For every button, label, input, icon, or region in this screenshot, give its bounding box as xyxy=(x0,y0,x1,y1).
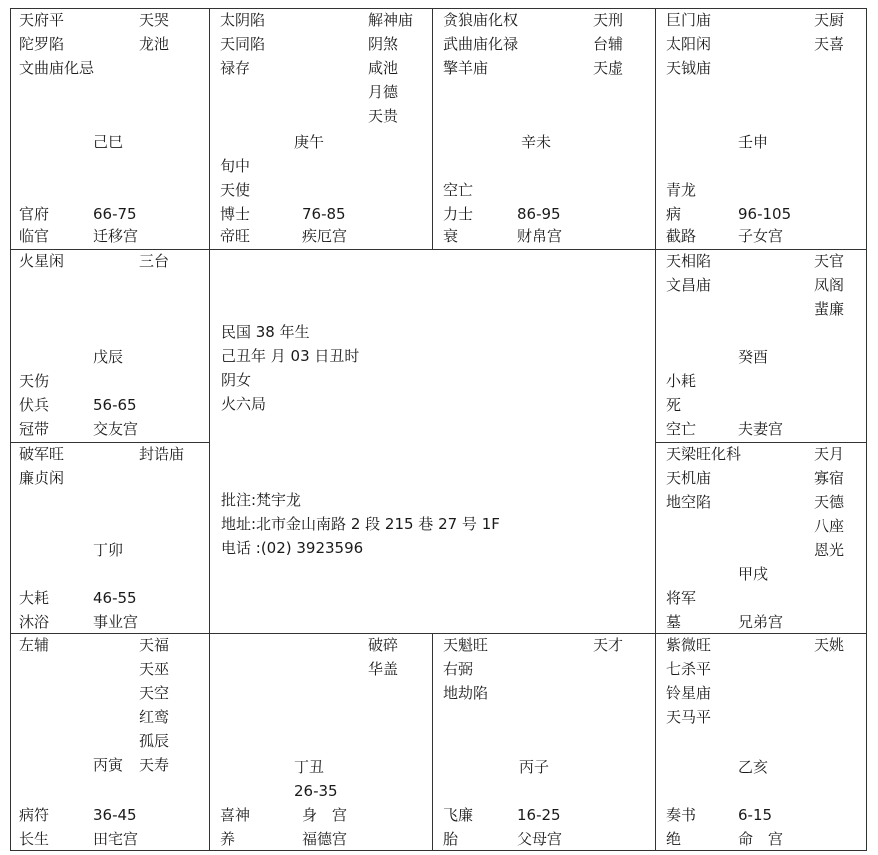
palace-name: 父母宫 xyxy=(517,830,563,848)
star-right: 天月 xyxy=(814,445,845,463)
ganzhi: 壬申 xyxy=(738,133,769,151)
star-left: 文曲庙化忌 xyxy=(19,59,95,77)
palace-hai xyxy=(655,633,867,851)
star-right: 咸池 xyxy=(368,59,399,77)
ganzhi: 丁卯 xyxy=(93,541,124,559)
star-left: 天梁旺化科 xyxy=(666,445,742,463)
god: 博士 xyxy=(220,205,251,223)
palace-name: 子女宫 xyxy=(738,227,784,245)
star-left: 巨门庙 xyxy=(666,11,712,29)
star-left: 陀罗陷 xyxy=(19,35,65,53)
star-left: 右弼 xyxy=(443,660,474,678)
stage: 墓 xyxy=(666,613,682,631)
god: 天伤 xyxy=(19,372,50,390)
star-right: 蜚廉 xyxy=(814,300,845,318)
age-range: 86-95 xyxy=(517,205,561,223)
age-range: 56-65 xyxy=(93,396,137,414)
palace-chou xyxy=(209,633,433,851)
palace-si xyxy=(10,8,210,250)
star-right: 天才 xyxy=(593,636,624,654)
star-right: 天德 xyxy=(814,493,845,511)
star-right: 天寿 xyxy=(139,756,170,774)
star-right: 天福 xyxy=(139,636,170,654)
extra: 空亡 xyxy=(443,181,474,199)
extra: 旬中 xyxy=(220,157,251,175)
star-left: 天机庙 xyxy=(666,469,712,487)
ganzhi: 丙寅 xyxy=(93,756,124,774)
stage: 长生 xyxy=(19,830,50,848)
age-range: 96-105 xyxy=(738,205,792,223)
star-left: 七杀平 xyxy=(666,660,712,678)
star-left: 天相陷 xyxy=(666,252,712,270)
ganzhi: 丁丑 xyxy=(294,758,325,776)
palace-name: 交友宫 xyxy=(93,420,139,438)
stage: 养 xyxy=(220,830,236,848)
star-left: 左辅 xyxy=(19,636,50,654)
star-right: 红鸾 xyxy=(139,708,170,726)
palace-you xyxy=(655,249,867,443)
age-range: 46-55 xyxy=(93,589,137,607)
star-right: 凤阁 xyxy=(814,276,845,294)
ganzhi: 庚午 xyxy=(294,133,325,151)
palace-name: 事业宫 xyxy=(93,613,139,631)
age-range: 26-35 xyxy=(294,782,338,800)
star-right: 孤辰 xyxy=(139,732,170,750)
note-author: 批注:梵宇龙 xyxy=(221,491,302,509)
star-right: 八座 xyxy=(814,517,845,535)
palace-name: 命 宫 xyxy=(738,830,784,848)
god: 病 xyxy=(666,205,682,223)
star-left: 武曲庙化禄 xyxy=(443,35,519,53)
star-right: 破碎 xyxy=(368,636,399,654)
extra: 天使 xyxy=(220,181,251,199)
stage: 冠带 xyxy=(19,420,50,438)
star-left: 文昌庙 xyxy=(666,276,712,294)
age-range: 76-85 xyxy=(302,205,346,223)
palace-wei xyxy=(432,8,656,250)
star-right: 天厨 xyxy=(814,11,845,29)
god: 伏兵 xyxy=(19,396,50,414)
element-bureau: 火六局 xyxy=(221,395,267,413)
god: 死 xyxy=(666,396,682,414)
palace-chen xyxy=(10,249,210,443)
star-left: 天魁旺 xyxy=(443,636,489,654)
star-right: 天巫 xyxy=(139,660,170,678)
palace-xu xyxy=(655,442,867,634)
star-right: 天虚 xyxy=(593,59,624,77)
birth-date: 己丑年 月 03 日丑时 xyxy=(221,347,360,365)
star-right: 三台 xyxy=(139,252,170,270)
gender: 阴女 xyxy=(221,371,252,389)
age-range: 6-15 xyxy=(738,806,773,824)
star-right: 华盖 xyxy=(368,660,399,678)
palace-zi xyxy=(432,633,656,851)
stage: 沐浴 xyxy=(19,613,50,631)
star-right: 月德 xyxy=(368,83,399,101)
god: 将军 xyxy=(666,589,697,607)
star-left: 贪狼庙化权 xyxy=(443,11,519,29)
star-right: 天贵 xyxy=(368,107,399,125)
star-left: 破军旺 xyxy=(19,445,65,463)
palace-name: 福德宫 xyxy=(302,830,348,848)
palace-name: 兄弟宫 xyxy=(738,613,784,631)
ganzhi: 乙亥 xyxy=(738,758,769,776)
star-left: 火星闲 xyxy=(19,252,65,270)
god: 官府 xyxy=(19,205,50,223)
star-left: 地空陷 xyxy=(666,493,712,511)
palace-name: 疾厄宫 xyxy=(302,227,348,245)
star-right: 封诰庙 xyxy=(139,445,185,463)
star-right: 寡宿 xyxy=(814,469,845,487)
star-right: 天官 xyxy=(814,252,845,270)
stage: 绝 xyxy=(666,830,682,848)
star-right: 阴煞 xyxy=(368,35,399,53)
star-right: 天姚 xyxy=(814,636,845,654)
star-right: 恩光 xyxy=(814,541,845,559)
god: 飞廉 xyxy=(443,806,474,824)
god: 喜神 xyxy=(220,806,251,824)
star-left: 天马平 xyxy=(666,708,712,726)
age-range: 66-75 xyxy=(93,205,137,223)
stage: 截路 xyxy=(666,227,697,245)
god: 大耗 xyxy=(19,589,50,607)
ganzhi: 甲戌 xyxy=(738,565,769,583)
star-right: 解神庙 xyxy=(368,11,414,29)
age-range: 36-45 xyxy=(93,806,137,824)
god: 小耗 xyxy=(666,372,697,390)
star-right: 天哭 xyxy=(139,11,170,29)
center-info xyxy=(209,249,656,634)
star-left: 擎羊庙 xyxy=(443,59,489,77)
stage: 帝旺 xyxy=(220,227,251,245)
god: 病符 xyxy=(19,806,50,824)
star-left: 禄存 xyxy=(220,59,251,77)
star-left: 太阴陷 xyxy=(220,11,266,29)
star-left: 太阳闲 xyxy=(666,35,712,53)
palace-mao xyxy=(10,442,210,634)
palace-wu xyxy=(209,8,433,250)
stage: 空亡 xyxy=(666,420,697,438)
palace-name: 财帛宫 xyxy=(517,227,563,245)
note-phone: 电话 :(02) 3923596 xyxy=(221,539,364,557)
birth-year: 民国 38 年生 xyxy=(221,323,310,341)
star-left: 天同陷 xyxy=(220,35,266,53)
palace-name: 夫妻宫 xyxy=(738,420,784,438)
star-right: 天喜 xyxy=(814,35,845,53)
stage: 衰 xyxy=(443,227,459,245)
star-left: 地劫陷 xyxy=(443,684,489,702)
star-left: 铃星庙 xyxy=(666,684,712,702)
ganzhi: 戊辰 xyxy=(93,348,124,366)
ganzhi: 辛未 xyxy=(521,133,552,151)
palace-name: 田宅宫 xyxy=(93,830,139,848)
god: 力士 xyxy=(443,205,474,223)
star-left: 天府平 xyxy=(19,11,65,29)
extra: 青龙 xyxy=(666,181,697,199)
star-right: 天空 xyxy=(139,684,170,702)
star-left: 天钺庙 xyxy=(666,59,712,77)
stage: 临官 xyxy=(19,227,50,245)
age-range: 16-25 xyxy=(517,806,561,824)
star-right: 台辅 xyxy=(593,35,624,53)
stage: 胎 xyxy=(443,830,459,848)
ganzhi: 己巳 xyxy=(93,133,124,151)
god: 奏书 xyxy=(666,806,697,824)
ganzhi: 丙子 xyxy=(519,758,550,776)
star-right: 天刑 xyxy=(593,11,624,29)
star-left: 紫微旺 xyxy=(666,636,712,654)
star-left: 廉贞闲 xyxy=(19,469,65,487)
star-right: 龙池 xyxy=(139,35,170,53)
palace-name: 迁移宫 xyxy=(93,227,139,245)
palace-shen xyxy=(655,8,867,250)
ganzhi: 癸酉 xyxy=(738,348,769,366)
note-address: 地址:北市金山南路 2 段 215 巷 27 号 1F xyxy=(221,515,500,533)
body-palace: 身 宫 xyxy=(302,806,348,824)
palace-yin xyxy=(10,633,210,851)
